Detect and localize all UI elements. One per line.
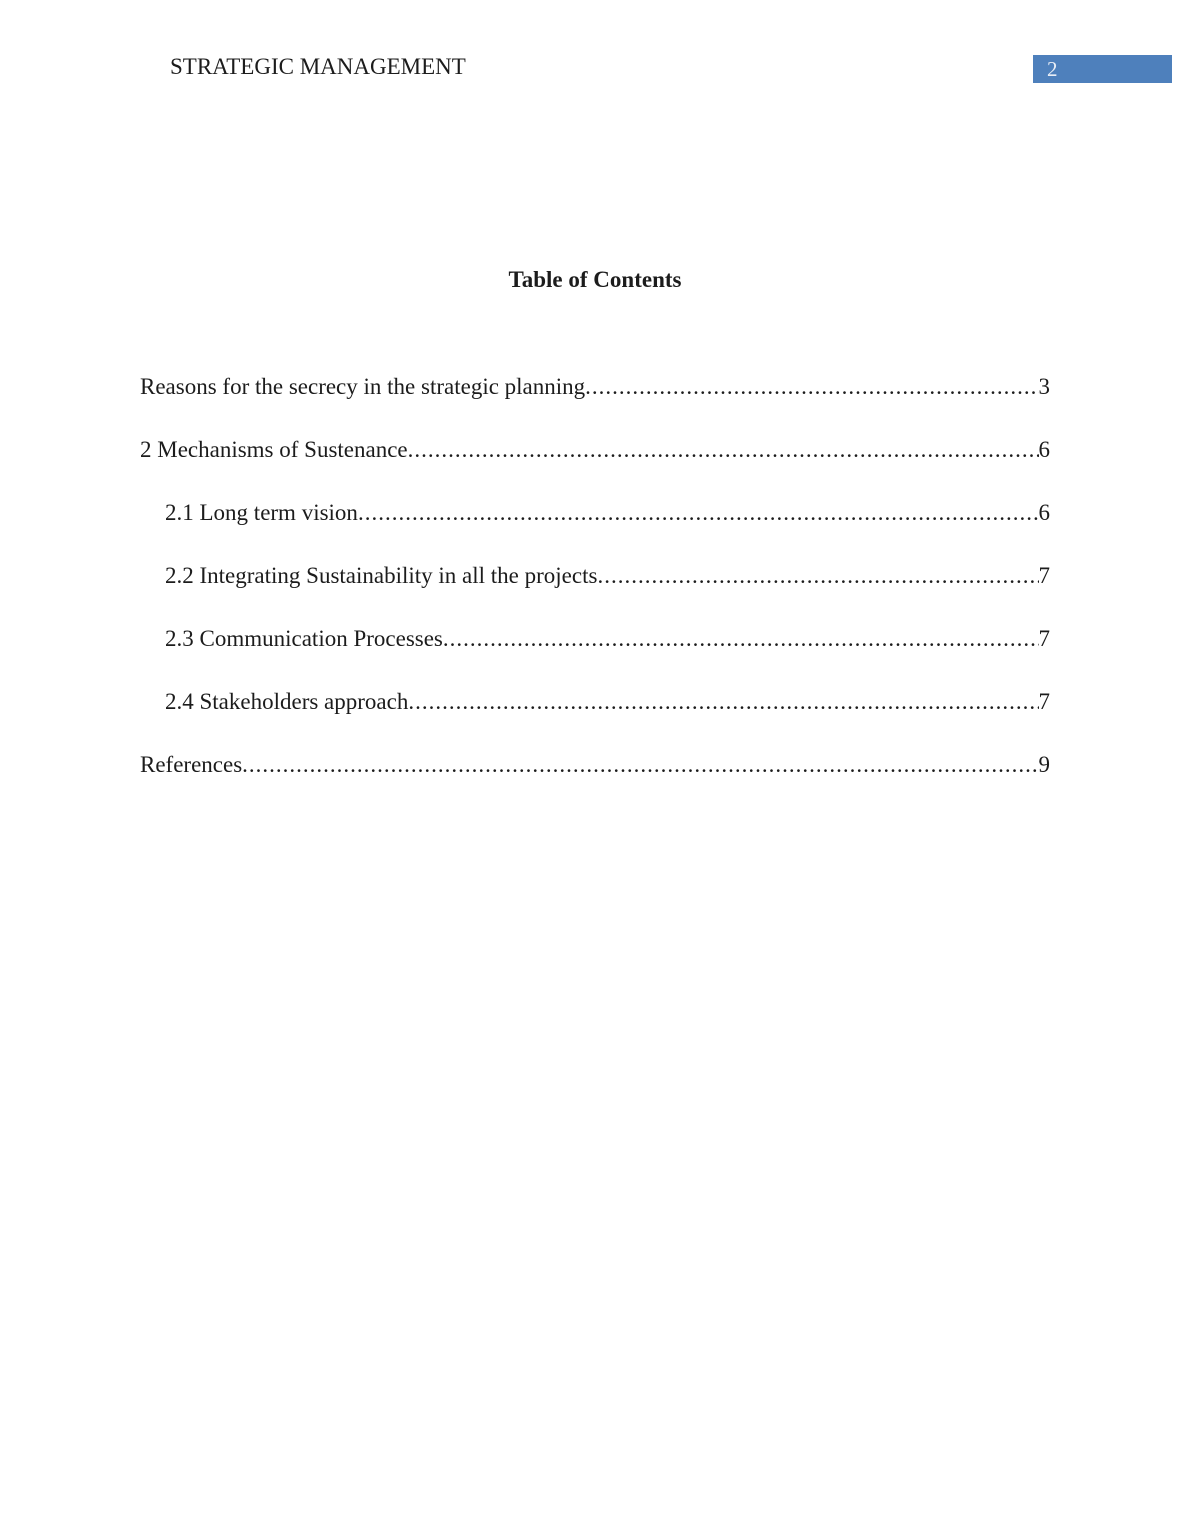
toc-entry-page: 3 xyxy=(1038,374,1050,399)
toc-dot-leader xyxy=(408,435,1039,465)
toc-entry-page: 6 xyxy=(1038,437,1050,462)
toc-dot-leader xyxy=(358,498,1039,528)
toc-entry-label: 2.2 Integrating Sustainability in all the projects xyxy=(165,563,598,588)
toc-entry-label: 2 Mechanisms of Sustenance xyxy=(140,437,408,462)
toc-dot-leader xyxy=(585,372,1038,402)
toc-entry-label: 2.1 Long term vision xyxy=(165,500,358,525)
toc-entry-stakeholders-approach[interactable] xyxy=(140,687,1050,717)
toc-entry-page: 7 xyxy=(1038,689,1050,714)
toc-entry-page: 9 xyxy=(1038,752,1050,777)
running-header-title: STRATEGIC MANAGEMENT xyxy=(170,54,466,79)
toc-entry-page: 6 xyxy=(1038,500,1050,525)
toc-entry-communication-processes[interactable] xyxy=(140,624,1050,654)
toc-entry-mechanisms-of-sustenance[interactable] xyxy=(140,435,1050,465)
toc-dot-leader xyxy=(597,561,1038,591)
toc-entry-label: 2.3 Communication Processes xyxy=(165,626,443,651)
toc-entry-integrating-sustainability[interactable] xyxy=(140,561,1050,591)
toc-entry-label: 2.4 Stakeholders approach xyxy=(165,689,409,714)
toc-title: Table of Contents xyxy=(508,267,682,292)
toc-entry-label: References xyxy=(140,752,243,777)
toc-dot-leader xyxy=(443,624,1039,654)
toc-entry-references[interactable] xyxy=(140,750,1050,780)
toc-dot-leader xyxy=(242,750,1038,780)
toc-entry-page: 7 xyxy=(1038,626,1050,651)
toc-dot-leader xyxy=(408,687,1038,717)
toc-entry-reasons-secrecy[interactable] xyxy=(140,372,1050,402)
toc-entry-label: Reasons for the secrecy in the strategic planning xyxy=(140,374,586,399)
toc-entry-long-term-vision[interactable] xyxy=(140,498,1050,528)
toc-entry-page: 7 xyxy=(1038,563,1050,588)
table-of-contents xyxy=(140,372,1050,813)
page-number-badge: 2 xyxy=(1033,55,1172,83)
